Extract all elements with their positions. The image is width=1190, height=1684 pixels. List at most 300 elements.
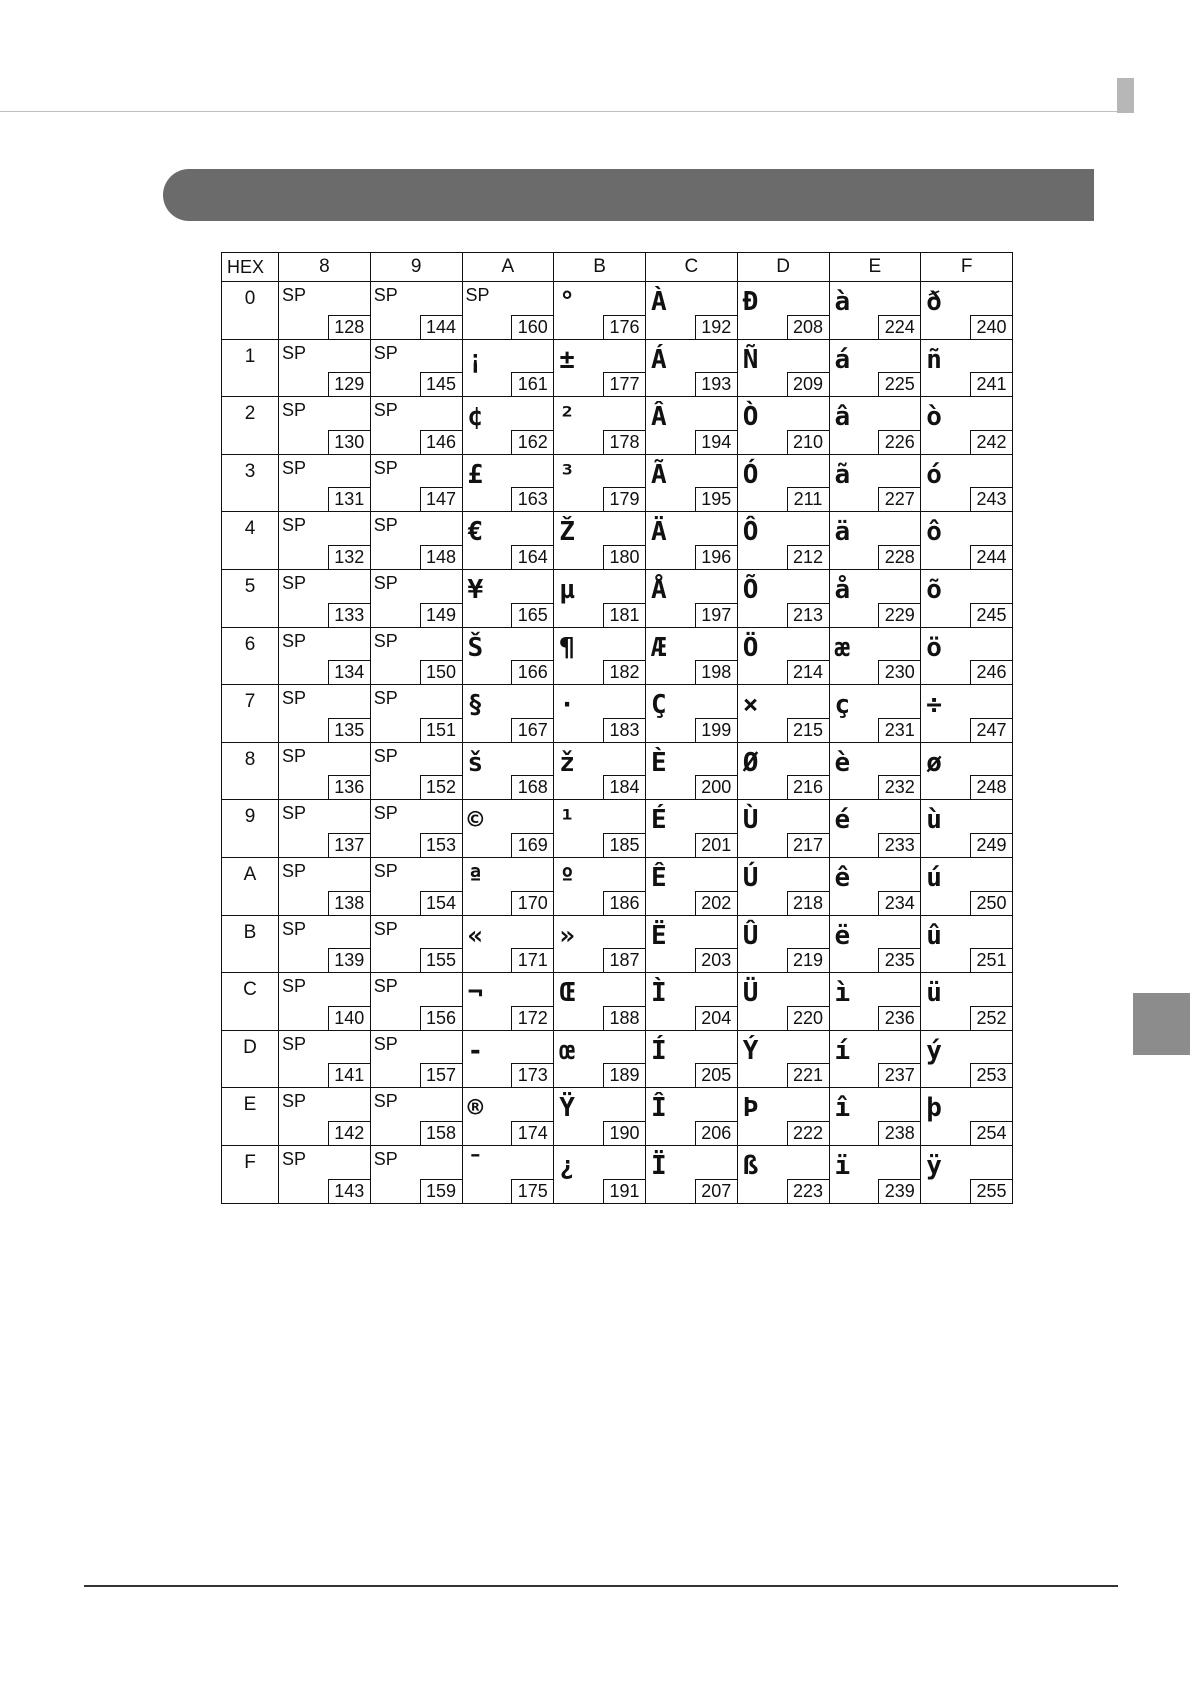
row-hex-label: F [244,1151,256,1173]
char-glyph: Ù [742,805,759,836]
char-cell [370,569,462,627]
decimal-code: 243 [970,487,1012,511]
char-glyph: ô [926,517,942,548]
char-cell [554,627,646,685]
char-glyph: Ÿ [559,1093,575,1124]
char-cell [646,800,738,858]
char-cell [829,800,921,858]
decimal-code: 250 [970,891,1012,915]
decimal-code: 169 [511,833,553,857]
decimal-code: 255 [970,1179,1012,1203]
char-glyph: ° [559,287,575,317]
char-cell [829,1088,921,1146]
table-row [222,454,1013,512]
char-cell [921,800,1013,858]
char-cell [921,742,1013,800]
decimal-code: 170 [511,891,553,915]
char-glyph: ä [834,517,851,548]
row-hex-label: 2 [244,403,256,425]
char-glyph: Ò [742,402,759,433]
char-cell [370,397,462,455]
char-glyph: Ž [559,517,575,548]
bottom-rule [84,1585,1118,1587]
char-glyph: ÷ [926,690,942,721]
char-cell [462,1088,554,1146]
decimal-code: 146 [420,430,462,454]
decimal-code: 181 [603,603,645,627]
row-hex-label: E [243,1094,257,1116]
char-cell [921,857,1013,915]
char-glyph: ê [834,862,851,893]
char-cell [462,339,554,397]
decimal-code: 132 [328,545,370,569]
decimal-code: 180 [603,545,645,569]
char-glyph: SP [282,803,307,824]
decimal-code: 246 [970,660,1012,684]
char-glyph: Á [651,344,667,375]
decimal-code: 204 [695,1006,737,1030]
char-cell [462,569,554,627]
decimal-code: 167 [511,718,553,742]
char-cell [646,973,738,1031]
row-hex-label: 4 [244,518,256,540]
char-cell [370,857,462,915]
char-glyph: © [467,805,484,836]
char-glyph: · [559,690,575,721]
char-glyph: µ [559,574,575,605]
decimal-code: 139 [328,948,370,972]
char-cell [737,1088,829,1146]
decimal-code: 237 [878,1063,920,1087]
char-glyph: þ [926,1093,942,1124]
table-row [222,685,1013,743]
decimal-code: 137 [328,833,370,857]
char-glyph: ë [834,920,851,951]
decimal-code: 198 [695,660,737,684]
decimal-code: 129 [328,372,370,396]
char-glyph: Đ [742,287,759,317]
char-glyph: é [834,805,851,836]
char-cell [737,339,829,397]
char-glyph: € [467,517,484,548]
char-cell [737,282,829,340]
decimal-code: 206 [695,1121,737,1145]
char-glyph: Ó [742,459,759,490]
char-glyph: SP [373,342,398,363]
decimal-code: 156 [420,1006,462,1030]
decimal-code: 163 [511,487,553,511]
decimal-code: 253 [970,1063,1012,1087]
char-glyph: SP [373,745,398,766]
decimal-code: 185 [603,833,645,857]
table-row [222,512,1013,570]
char-cell [370,512,462,570]
decimal-code: 202 [695,891,737,915]
decimal-code: 251 [970,948,1012,972]
char-cell [462,857,554,915]
decimal-code: 190 [603,1121,645,1145]
char-glyph: Ñ [742,344,759,375]
char-glyph: » [559,920,575,951]
char-glyph: SP [282,342,307,363]
decimal-code: 161 [511,372,553,396]
char-cell [646,454,738,512]
char-cell [921,915,1013,973]
char-cell [737,742,829,800]
char-glyph: ž [559,747,575,778]
char-glyph: Ô [742,517,759,548]
decimal-code: 216 [787,775,829,799]
decimal-code: 177 [603,372,645,396]
char-cell [554,1088,646,1146]
char-cell [829,569,921,627]
char-cell [370,339,462,397]
char-cell [279,339,371,397]
row-header [222,1145,279,1203]
char-glyph: ß [742,1150,759,1181]
char-cell [829,857,921,915]
decimal-code: 145 [420,372,462,396]
chapter-side-tab [1133,993,1190,1055]
char-glyph: - [467,1035,484,1066]
row-hex-label: 8 [244,748,256,770]
char-cell [279,512,371,570]
decimal-code: 136 [328,775,370,799]
char-cell [646,1088,738,1146]
char-glyph: Ë [651,920,667,951]
table-row [222,339,1013,397]
section-title-bar [163,169,1094,221]
decimal-code: 214 [787,660,829,684]
char-glyph: Ú [742,862,759,893]
char-cell [554,973,646,1031]
char-cell [829,973,921,1031]
row-header [222,282,279,340]
row-hex-label: 5 [244,575,256,597]
decimal-code: 151 [420,718,462,742]
char-glyph: í [834,1035,851,1066]
column-header: 8 [279,253,371,282]
row-header [222,742,279,800]
char-glyph: ² [559,402,575,433]
char-cell [646,685,738,743]
decimal-code: 229 [878,603,920,627]
char-cell [829,1145,921,1203]
char-glyph: ¡ [467,344,484,375]
char-cell [279,1145,371,1203]
decimal-code: 230 [878,660,920,684]
char-glyph: ò [926,402,942,433]
decimal-code: 219 [787,948,829,972]
char-glyph: SP [373,1091,398,1112]
char-cell [829,685,921,743]
char-glyph: £ [467,459,484,490]
row-header [222,857,279,915]
char-cell [829,454,921,512]
char-cell [279,1088,371,1146]
decimal-code: 159 [420,1179,462,1203]
char-cell [646,339,738,397]
column-header: C [646,253,738,282]
column-header: B [554,253,646,282]
row-hex-label: B [243,921,257,943]
table-row [222,1088,1013,1146]
char-cell [921,282,1013,340]
decimal-code: 207 [695,1179,737,1203]
char-cell [646,1030,738,1088]
row-hex-label: C [243,979,257,1001]
char-cell [462,973,554,1031]
decimal-code: 131 [328,487,370,511]
char-glyph: Ö [742,632,759,663]
char-glyph: SP [282,860,307,881]
decimal-code: 226 [878,430,920,454]
char-glyph: Ì [651,978,667,1009]
char-cell [370,973,462,1031]
decimal-code: 188 [603,1006,645,1030]
row-header [222,915,279,973]
row-header [222,627,279,685]
decimal-code: 135 [328,718,370,742]
char-cell [737,800,829,858]
decimal-code: 218 [787,891,829,915]
char-glyph: SP [282,1033,307,1054]
char-glyph: Œ [559,978,575,1009]
char-glyph: Ü [742,978,759,1009]
char-cell [646,857,738,915]
char-glyph: ñ [926,344,942,375]
char-glyph: Ç [651,690,667,721]
table-row [222,569,1013,627]
char-cell [921,1088,1013,1146]
char-cell [737,454,829,512]
row-header [222,685,279,743]
char-glyph: SP [373,976,398,997]
char-glyph: ¯ [467,1150,484,1181]
char-glyph: ÿ [926,1150,942,1181]
decimal-code: 242 [970,430,1012,454]
char-cell [646,627,738,685]
char-glyph: ù [926,805,942,836]
char-cell [554,569,646,627]
char-cell [646,282,738,340]
char-glyph: SP [373,803,398,824]
decimal-code: 232 [878,775,920,799]
row-hex-label: 0 [244,288,256,309]
char-cell [646,569,738,627]
decimal-code: 178 [603,430,645,454]
char-cell [646,915,738,973]
decimal-code: 158 [420,1121,462,1145]
decimal-code: 186 [603,891,645,915]
char-cell [921,512,1013,570]
decimal-code: 189 [603,1063,645,1087]
decimal-code: 221 [787,1063,829,1087]
char-glyph: ì [834,978,851,1009]
char-cell [279,282,371,340]
row-header [222,569,279,627]
row-header [222,397,279,455]
decimal-code: 234 [878,891,920,915]
row-hex-label: A [243,863,257,885]
decimal-code: 162 [511,430,553,454]
char-glyph: È [651,747,667,778]
decimal-code: 183 [603,718,645,742]
decimal-code: 210 [787,430,829,454]
char-cell [370,282,462,340]
char-glyph: î [834,1093,851,1124]
table-row [222,973,1013,1031]
char-cell [829,339,921,397]
char-glyph: œ [559,1035,575,1066]
char-glyph: Â [651,402,667,433]
char-glyph: SP [373,630,398,651]
char-glyph: SP [282,572,307,593]
decimal-code: 254 [970,1121,1012,1145]
char-cell [737,915,829,973]
char-glyph: SP [373,572,398,593]
char-glyph: è [834,747,851,778]
char-glyph: SP [282,515,307,536]
char-glyph: ³ [559,459,575,490]
decimal-code: 173 [511,1063,553,1087]
char-glyph: SP [282,457,307,478]
char-glyph: Ä [651,517,667,548]
decimal-code: 174 [511,1121,553,1145]
char-cell [554,800,646,858]
char-cell [829,915,921,973]
char-glyph: ü [926,978,942,1009]
char-cell [462,685,554,743]
char-glyph: SP [282,285,307,305]
decimal-code: 165 [511,603,553,627]
char-glyph: SP [282,918,307,939]
char-glyph: õ [926,574,942,605]
char-glyph: ú [926,862,942,893]
char-cell [462,627,554,685]
decimal-code: 224 [878,315,920,339]
character-code-table [221,252,1013,1204]
table-header-row [222,253,1013,282]
char-cell [279,569,371,627]
decimal-code: 215 [787,718,829,742]
char-cell [462,512,554,570]
decimal-code: 128 [328,315,370,339]
char-cell [646,397,738,455]
decimal-code: 208 [787,315,829,339]
char-cell [279,742,371,800]
char-cell [279,973,371,1031]
char-glyph: SP [373,918,398,939]
decimal-code: 191 [603,1179,645,1203]
char-glyph: Š [467,632,484,663]
row-hex-label: D [243,1036,257,1058]
row-header [222,973,279,1031]
decimal-code: 193 [695,372,737,396]
decimal-code: 209 [787,372,829,396]
decimal-code: 244 [970,545,1012,569]
char-cell [921,397,1013,455]
decimal-code: 141 [328,1063,370,1087]
char-cell [370,915,462,973]
decimal-code: 199 [695,718,737,742]
char-cell [370,1145,462,1203]
char-cell [737,569,829,627]
char-cell [829,282,921,340]
decimal-code: 196 [695,545,737,569]
decimal-code: 179 [603,487,645,511]
char-glyph: SP [282,745,307,766]
char-glyph: ª [467,862,484,893]
char-glyph: Å [651,574,667,605]
char-cell [370,1088,462,1146]
decimal-code: 150 [420,660,462,684]
char-cell [646,1145,738,1203]
decimal-code: 247 [970,718,1012,742]
decimal-code: 134 [328,660,370,684]
char-glyph: â [834,402,851,433]
decimal-code: 143 [328,1179,370,1203]
char-cell [462,282,554,340]
char-glyph: À [651,287,667,317]
char-cell [554,339,646,397]
decimal-code: 231 [878,718,920,742]
char-cell [370,742,462,800]
hex-header: HEX [222,253,279,282]
char-glyph: SP [373,1033,398,1054]
char-cell [921,339,1013,397]
char-cell [921,454,1013,512]
decimal-code: 144 [420,315,462,339]
column-header: D [737,253,829,282]
decimal-code: 239 [878,1179,920,1203]
char-cell [279,454,371,512]
table-row [222,627,1013,685]
char-cell [462,742,554,800]
table-row [222,397,1013,455]
row-hex-label: 1 [244,345,256,367]
row-header [222,454,279,512]
char-glyph: Î [651,1093,667,1124]
decimal-code: 176 [603,315,645,339]
char-glyph: ý [926,1035,942,1066]
char-cell [462,1145,554,1203]
char-cell [462,800,554,858]
table-row [222,1030,1013,1088]
decimal-code: 138 [328,891,370,915]
column-header: A [462,253,554,282]
row-header [222,800,279,858]
decimal-code: 164 [511,545,553,569]
char-glyph: Ø [742,747,759,778]
char-cell [279,397,371,455]
char-cell [737,627,829,685]
char-cell [370,800,462,858]
char-glyph: æ [834,632,851,663]
decimal-code: 220 [787,1006,829,1030]
char-cell [921,569,1013,627]
char-glyph: à [834,287,851,317]
char-cell [554,282,646,340]
char-glyph: ¢ [467,402,484,433]
char-cell [554,742,646,800]
char-glyph: SP [373,457,398,478]
char-glyph: Ï [651,1150,667,1181]
char-glyph: ç [834,690,851,721]
decimal-code: 227 [878,487,920,511]
char-glyph: å [834,574,851,605]
table-row [222,800,1013,858]
